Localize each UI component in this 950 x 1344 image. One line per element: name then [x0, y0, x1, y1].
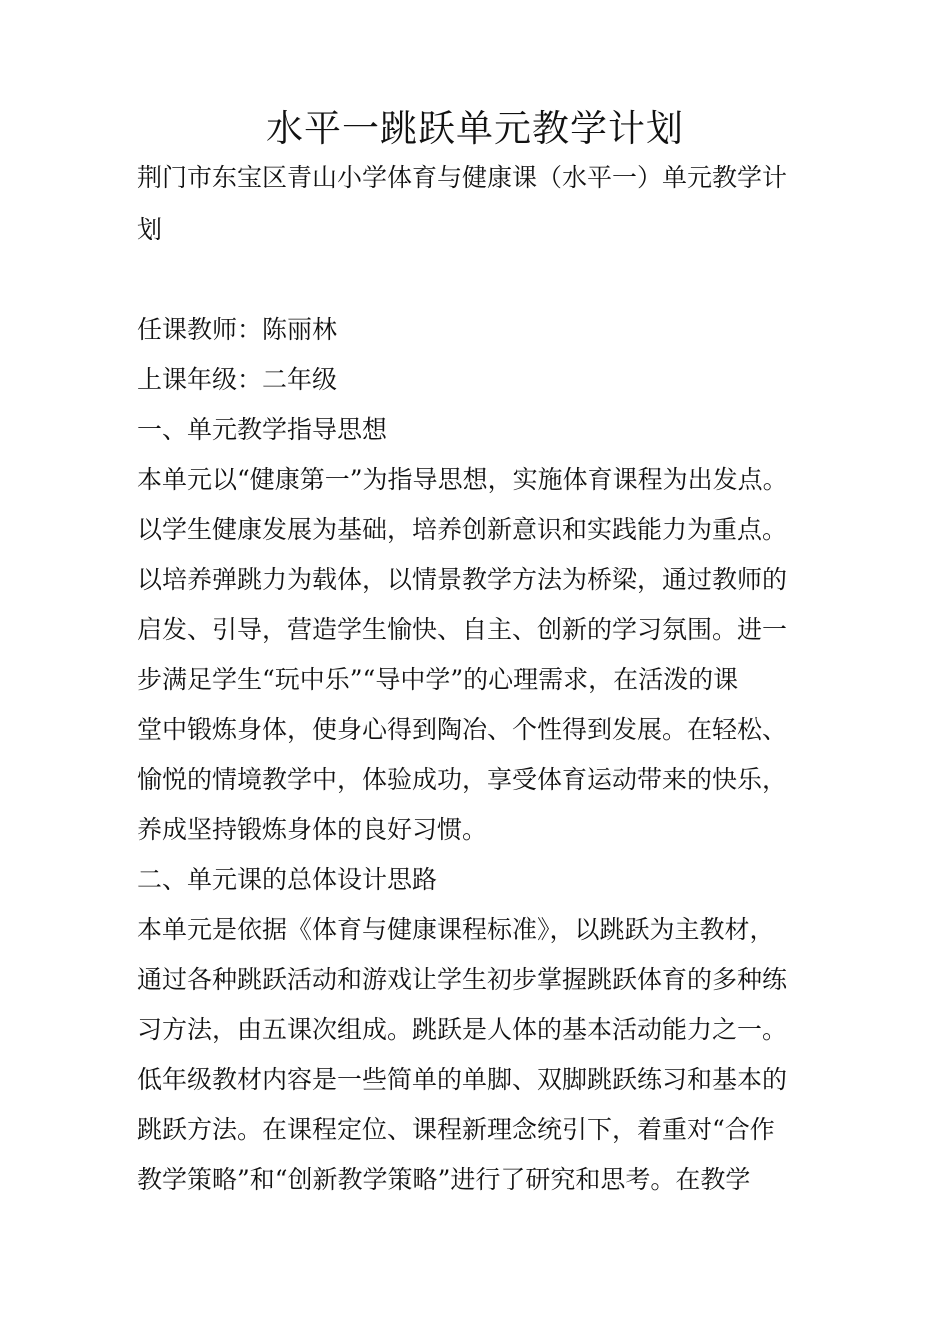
- section-heading-1: 一、单元教学指导思想: [137, 415, 388, 444]
- paragraph-line: 步满足学生“玩中乐”“导中学”的心理需求，在活泼的课: [137, 665, 739, 694]
- section-heading-2: 二、单元课的总体设计思路: [137, 865, 438, 894]
- paragraph-line: 教学策略”和“创新教学策略”进行了研究和思考。在教学: [137, 1165, 751, 1194]
- paragraph-line: 愉悦的情境教学中，体验成功，享受体育运动带来的快乐，: [137, 765, 788, 794]
- paragraph-line: 养成坚持锻炼身体的良好习惯。: [137, 815, 488, 844]
- subtitle-line-2: 划: [137, 215, 163, 244]
- document-title: 水平一跳跃单元教学计划: [266, 107, 684, 150]
- teacher-line: 任课教师：陈丽林: [137, 315, 338, 344]
- paragraph-line: 启发、引导，营造学生愉快、自主、创新的学习氛围。进一: [137, 615, 788, 644]
- paragraph-line: 跳跃方法。在课程定位、课程新理念统引下，着重对“合作: [137, 1115, 775, 1144]
- paragraph-line: 以培养弹跳力为载体，以情景教学方法为桥梁，通过教师的: [137, 565, 788, 594]
- paragraph-line: 本单元以“健康第一”为指导思想，实施体育课程为出发点。: [137, 465, 788, 494]
- paragraph-line: 习方法，由五课次组成。跳跃是人体的基本活动能力之一。: [137, 1015, 788, 1044]
- paragraph-line: 低年级教材内容是一些简单的单脚、双脚跳跃练习和基本的: [137, 1065, 788, 1094]
- paragraph-line: 堂中锻炼身体，使身心得到陶冶、个性得到发展。在轻松、: [137, 715, 788, 744]
- paragraph-line: 通过各种跳跃活动和游戏让学生初步掌握跳跃体育的多种练: [137, 965, 788, 994]
- grade-line: 上课年级：二年级: [137, 365, 338, 394]
- paragraph-line: 以学生健康发展为基础，培养创新意识和实践能力为重点。: [137, 515, 788, 544]
- paragraph-line: 本单元是依据《体育与健康课程标准》，以跳跃为主教材，: [137, 915, 775, 944]
- subtitle-line-1: 荆门市东宝区青山小学体育与健康课（水平一）单元教学计: [137, 163, 788, 192]
